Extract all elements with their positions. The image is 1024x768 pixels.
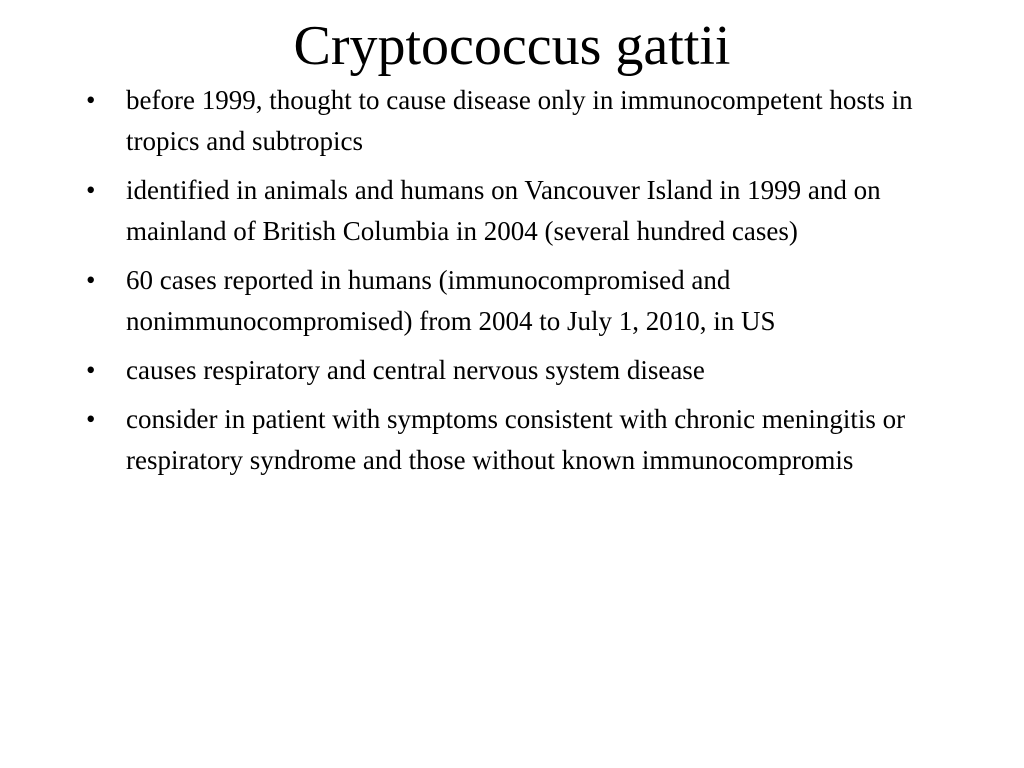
bullet-marker: •	[86, 175, 96, 205]
bullet-marker: •	[86, 265, 96, 295]
bullet-item-3	[86, 260, 936, 342]
bullet-marker: •	[86, 355, 96, 385]
slide-title: Cryptococcus gattii	[293, 15, 731, 77]
bullet-text: causes respiratory and central nervous system disease	[126, 355, 705, 385]
bullet-marker: •	[86, 404, 96, 434]
bullet-item-2	[86, 170, 936, 252]
bullet-text: consider in patient with symptoms consistent with chronic meningitis or respiratory syndrome and those without known immunocompromis	[126, 404, 906, 475]
bullet-item-5	[86, 399, 936, 481]
bullet-marker: •	[86, 85, 96, 115]
bullet-text: identified in animals and humans on Vancouver Island in 1999 and on mainland of British Columbia in 2004 (several hundred cases)	[126, 175, 881, 246]
bullet-list	[86, 80, 936, 489]
bullet-item-4	[86, 350, 936, 391]
bullet-text: before 1999, thought to cause disease only in immunocompetent hosts in tropics and subtropics	[126, 85, 913, 156]
bullet-item-1	[86, 80, 936, 162]
bullet-text: 60 cases reported in humans (immunocompromised and nonimmunocompromised) from 2004 to July 1, 2010, in US	[126, 265, 776, 336]
